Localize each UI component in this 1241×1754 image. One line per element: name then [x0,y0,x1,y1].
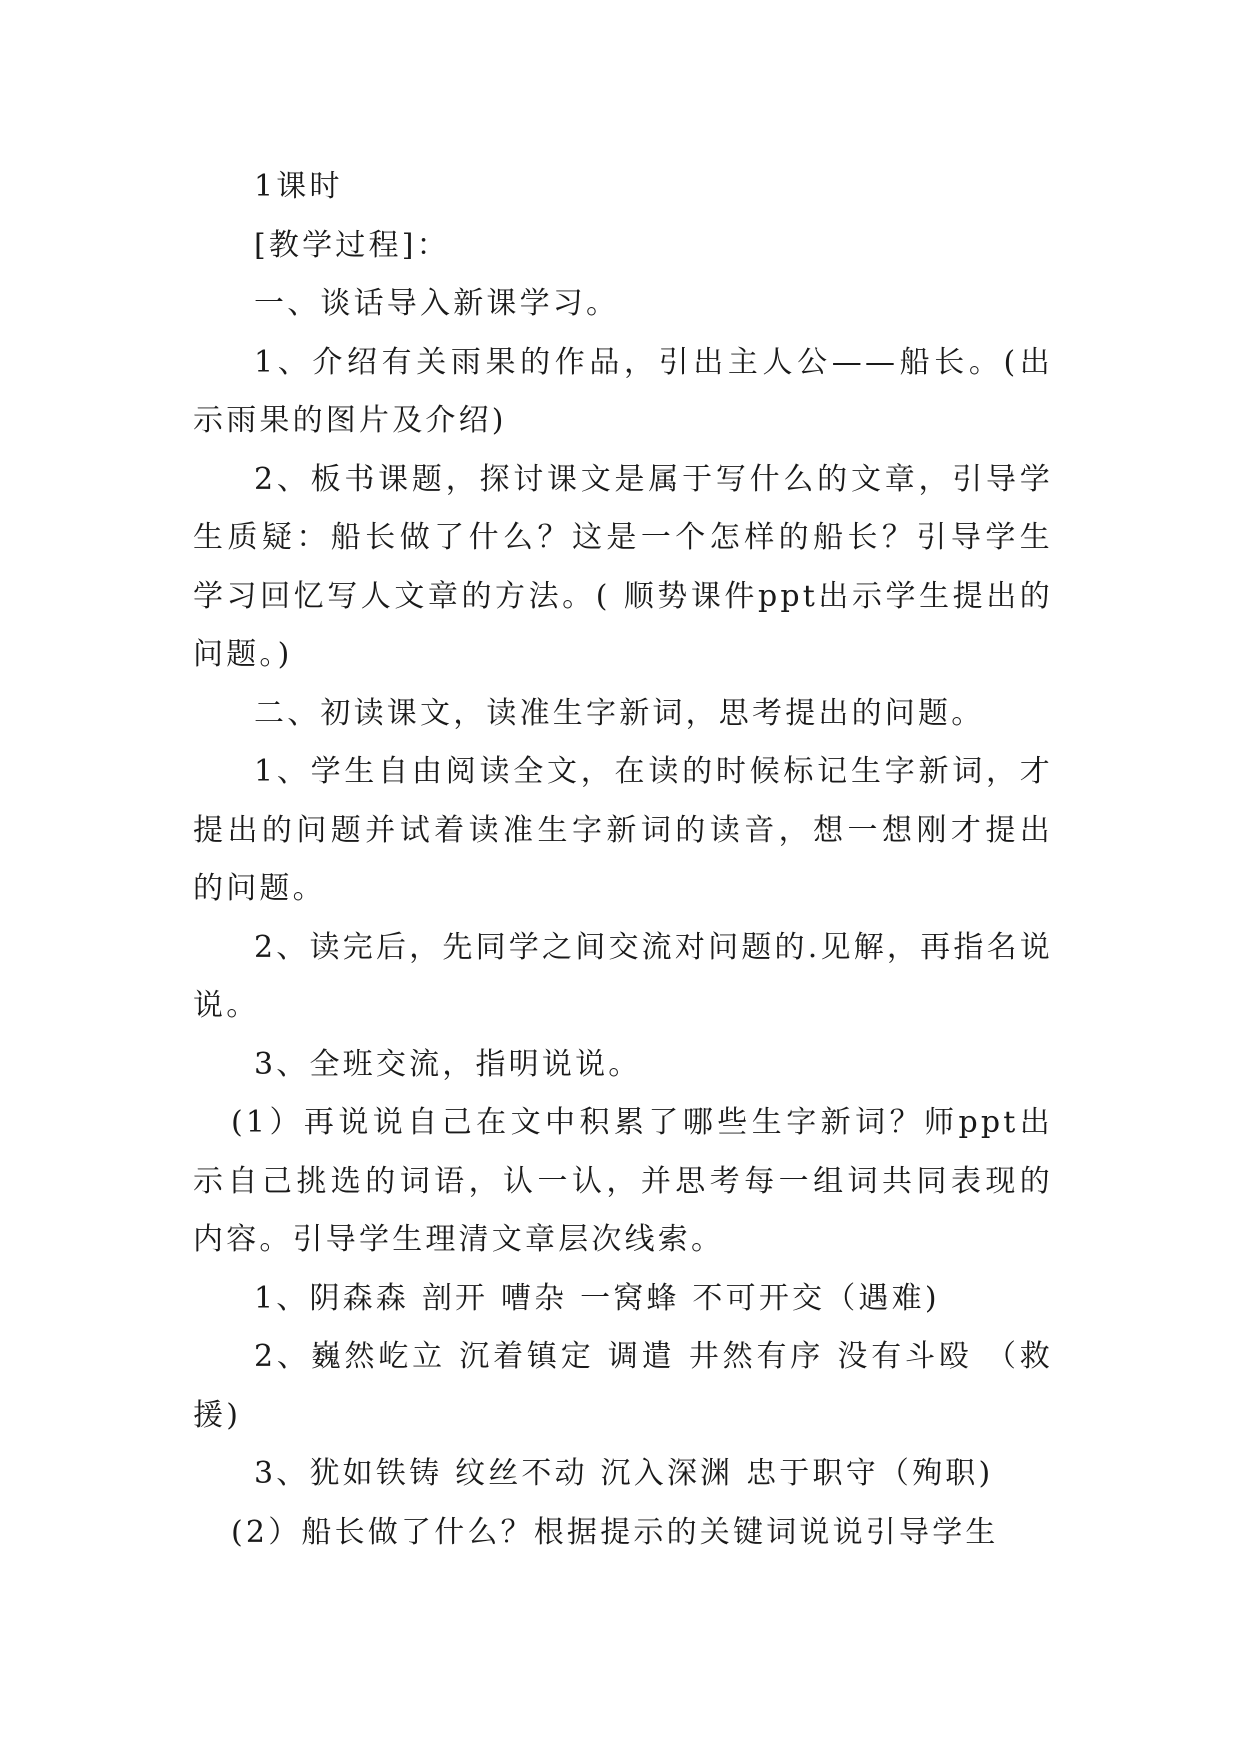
paragraph: (1）再说说自己在文中积累了哪些生字新词？师ppt出示自己挑选的词语，认一认，并思考每一组词共同表现的内容。引导学生理清文章层次线索。 [193,1105,1053,1257]
word-group-3: 3、犹如铁铸 纹丝不动 沉入深渊 忠于职守（殉职) [254,1456,994,1491]
section-heading-teaching-process: [教学过程]： [254,227,450,263]
step-heading-1: 一、谈话导入新课学习。 [254,286,620,321]
paragraph: 1、学生自由阅读全文，在读的时候标记生字新词，才提出的问题并试着读准生字新词的读音，想一想刚才提出的问题。 [193,754,1053,906]
document-body [193,158,1053,1562]
paragraph: 2、读完后，先同学之间交流对问题的.见解，再指名说说。 [193,929,1053,1023]
lesson-duration: 1课时 [254,169,343,204]
paragraph: (2）船长做了什么？根据提示的关键词说说引导学生 [231,1514,999,1550]
word-group-1: 1、阴森森 剖开 嘈杂 一窝蜂 不可开交（遇难) [254,1280,940,1316]
paragraph: 3、全班交流，指明说说。 [254,1046,642,1082]
paragraph: 2、板书课题，探讨课文是属于写什么的文章，引导学生质疑：船长做了什么？这是一个怎样的船长？引导学生学习回忆写人文章的方法。( 顺势课件ppt出示学生提出的问题。) [193,461,1053,672]
step-heading-2: 二、初读课文，读准生字新词，思考提出的问题。 [254,695,985,731]
word-group-2: 2、巍然屹立 沉着镇定 调遣 井然有序 没有斗殴 （救援) [193,1339,1053,1433]
paragraph: 1、介绍有关雨果的作品，引出主人公——船长。(出示雨果的图片及介绍) [193,344,1053,438]
